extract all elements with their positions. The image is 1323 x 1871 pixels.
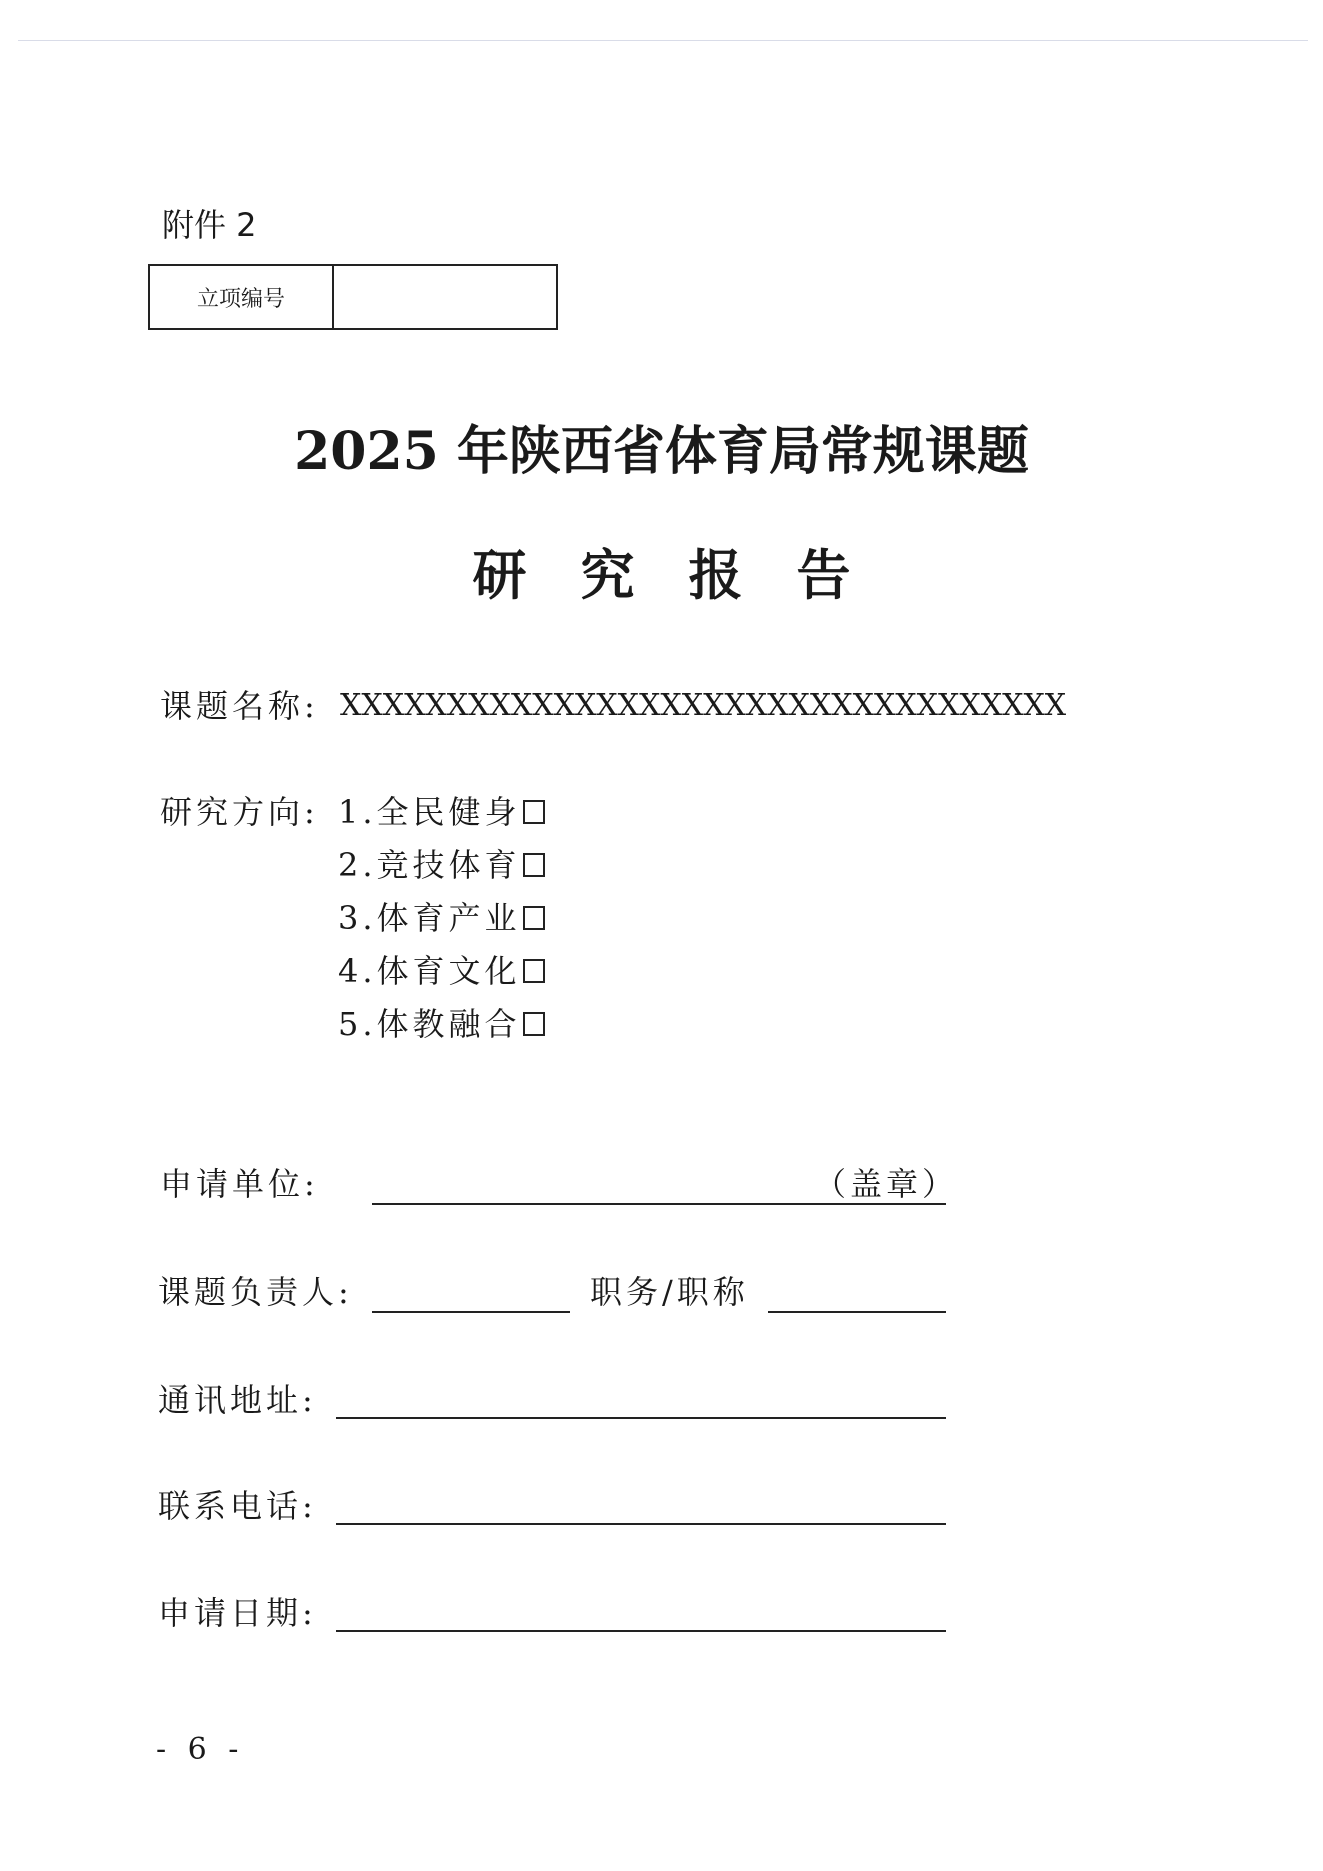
- direction-option-label: 2.竞技体育: [338, 846, 521, 884]
- checkbox[interactable]: [523, 1012, 545, 1036]
- attachment-label: 附件 2: [162, 206, 257, 244]
- position-title-label: 职务/职称: [590, 1273, 749, 1311]
- applicant-unit-label: 申请单位:: [160, 1165, 319, 1203]
- document-title: 2025 年陕西省体育局常规课题: [294, 421, 1029, 482]
- position-title-field[interactable]: [768, 1311, 946, 1313]
- project-number-field[interactable]: [334, 266, 556, 328]
- direction-option-label: 1.全民健身: [338, 793, 521, 831]
- checkbox[interactable]: [523, 853, 545, 877]
- project-number-table: [148, 264, 558, 330]
- research-direction-list: [338, 792, 545, 1057]
- phone-field[interactable]: [336, 1523, 946, 1525]
- date-field[interactable]: [336, 1630, 946, 1632]
- checkbox[interactable]: [523, 800, 545, 824]
- checkbox[interactable]: [523, 959, 545, 983]
- leader-label: 课题负责人:: [158, 1273, 353, 1311]
- direction-option-label: 5.体教融合: [338, 1005, 521, 1043]
- top-divider: [18, 40, 1308, 41]
- project-number-label: 立项编号: [150, 266, 334, 328]
- checkbox[interactable]: [523, 906, 545, 930]
- direction-option-label: 4.体育文化: [338, 952, 521, 990]
- direction-option-label: 3.体育产业: [338, 899, 521, 937]
- topic-label: 课题名称:: [160, 687, 319, 725]
- research-direction-label: 研究方向:: [160, 793, 319, 831]
- topic-value[interactable]: XXXXXXXXXXXXXXXXXXXXXXXXXXXXXXXXXX: [340, 688, 1067, 723]
- direction-option: [338, 1004, 545, 1057]
- phone-label: 联系电话:: [158, 1487, 317, 1525]
- direction-option: [338, 792, 545, 845]
- date-label: 申请日期:: [158, 1594, 317, 1632]
- document-subtitle: 研究报告: [472, 543, 905, 607]
- direction-option: [338, 898, 545, 951]
- direction-option: [338, 845, 545, 898]
- address-field[interactable]: [336, 1417, 946, 1419]
- page-number: - 6 -: [156, 1732, 245, 1767]
- seal-note: （盖章）: [814, 1165, 959, 1203]
- direction-option: [338, 951, 545, 1004]
- address-label: 通讯地址:: [158, 1381, 317, 1419]
- leader-field[interactable]: [372, 1311, 570, 1313]
